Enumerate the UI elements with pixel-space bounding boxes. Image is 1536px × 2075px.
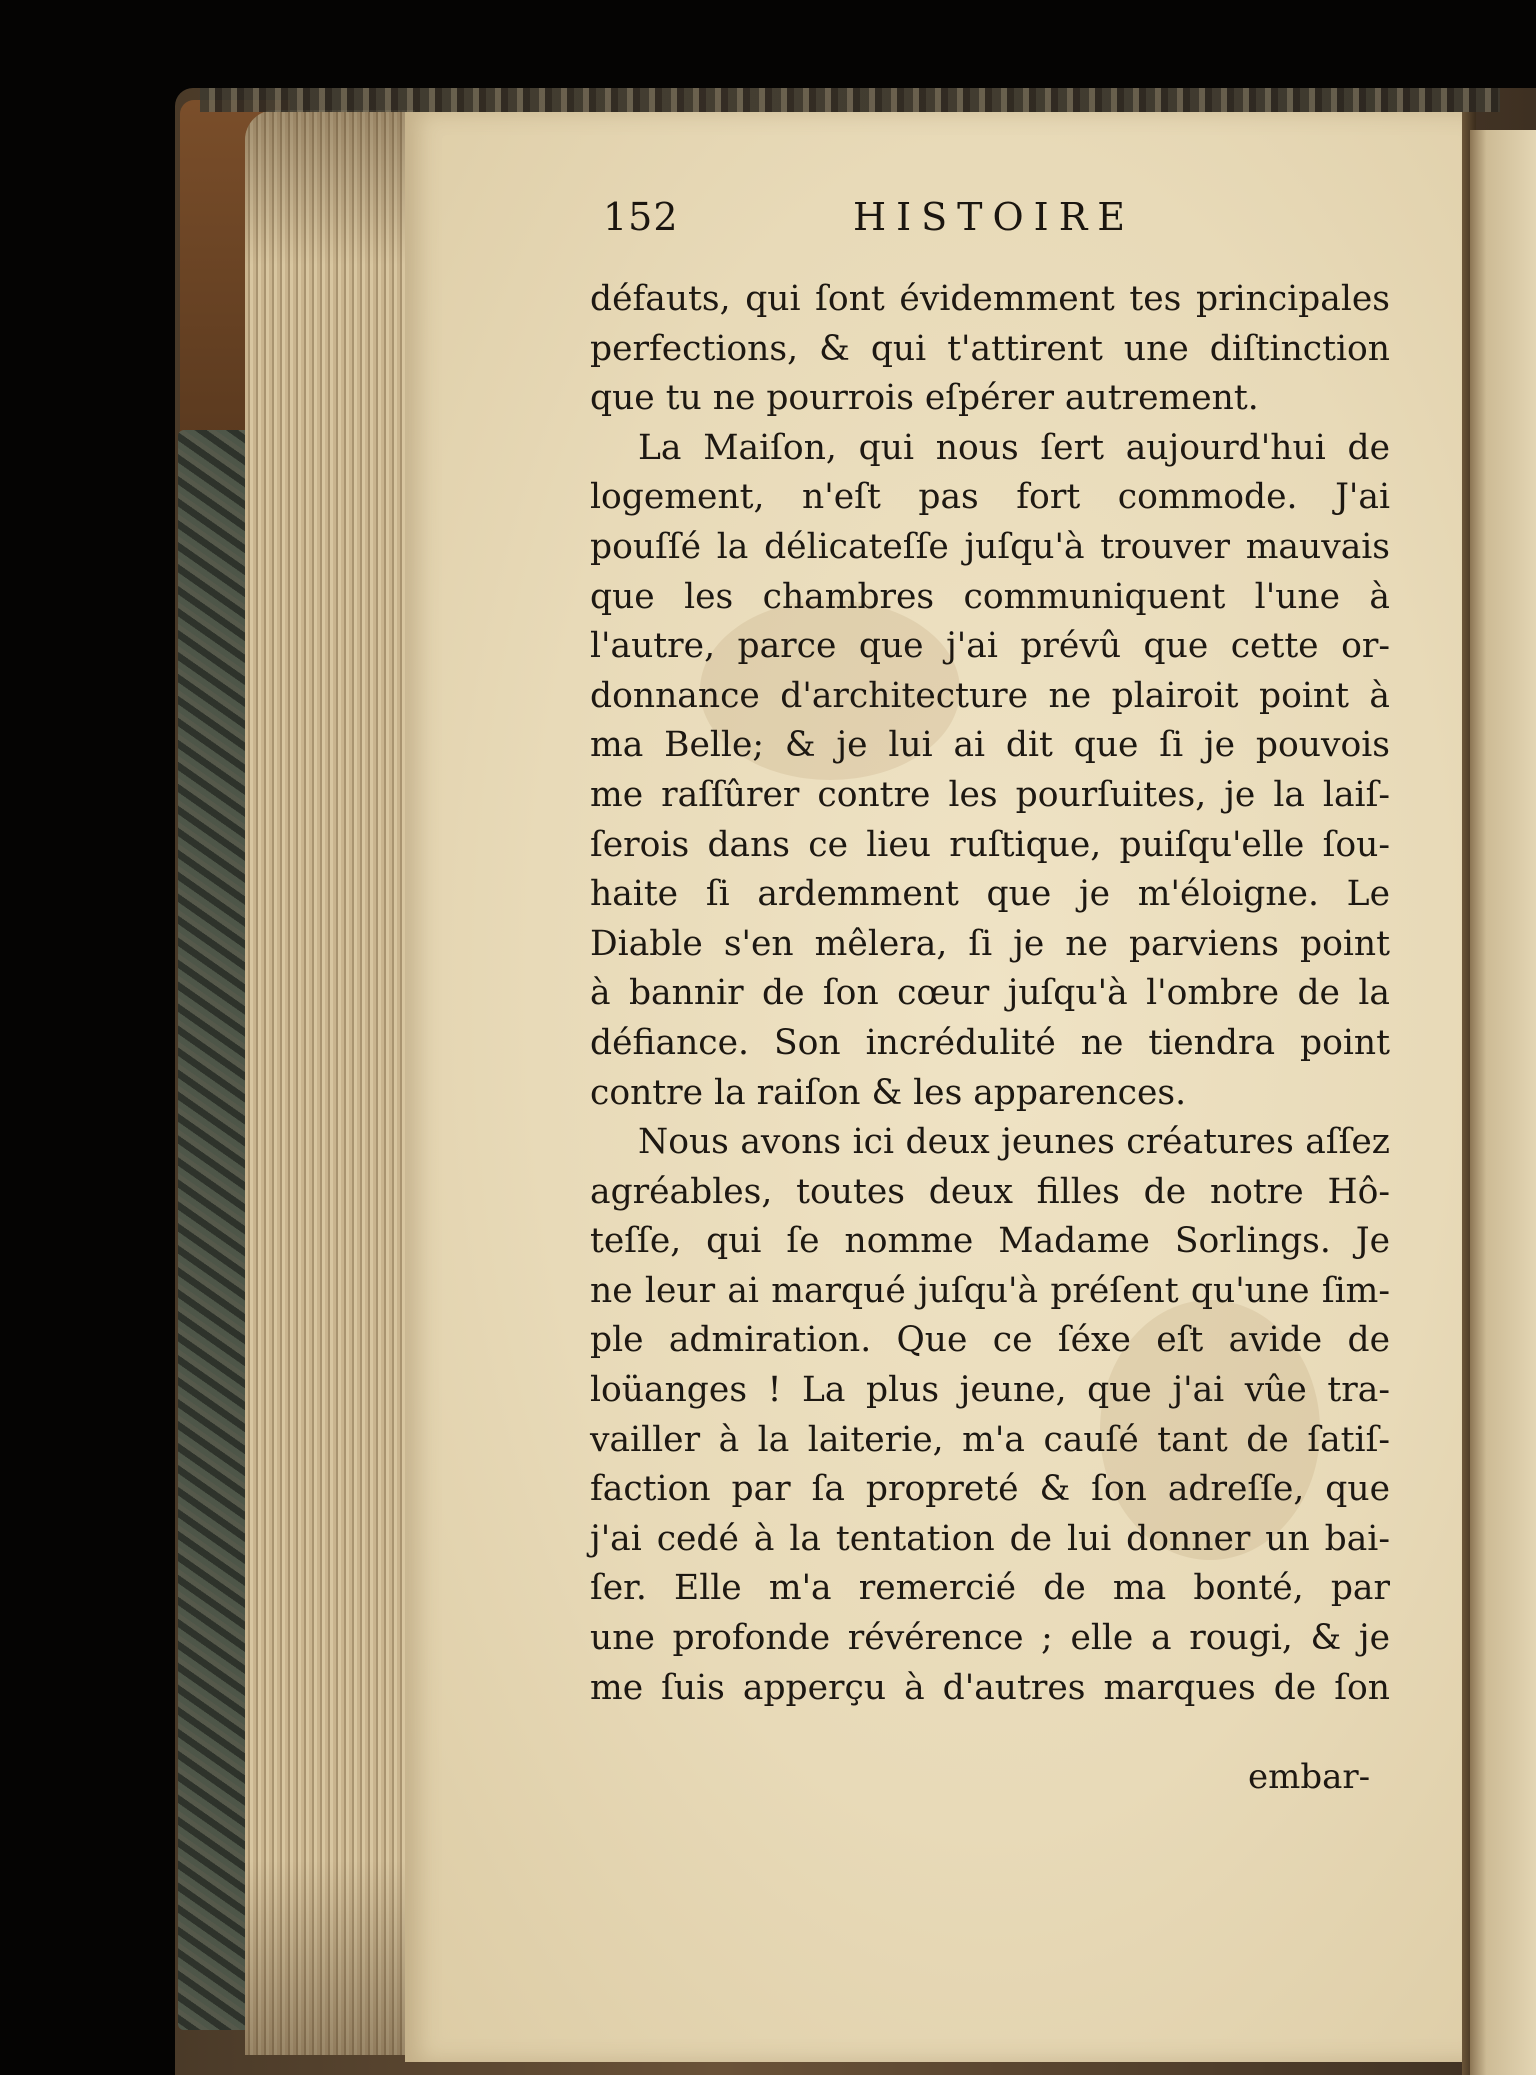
text-line: haite ſi ardemment que je m'éloigne. Le [590, 874, 1390, 915]
text-line: défauts, qui ſont évidemment tes principales [590, 279, 1390, 319]
text-line: que tu ne pourrois eſpérer autrement. [590, 378, 1259, 419]
text-line: me raſſûrer contre les pourſuites, je la laiſ- [590, 774, 1390, 815]
text-line: ſerois dans ce lieu ruſtique, puiſqu'elle ſou- [590, 824, 1390, 865]
text-line: que les chambres communiquent l'une à [590, 576, 1390, 617]
text-line: l'autre, parce que j'ai prévû que cette or- [590, 626, 1390, 667]
text-line: agréables, toutes deux filles de notre Hô- [590, 1171, 1390, 1212]
page-edges-shade [245, 110, 415, 2055]
text-line: La Maiſon, qui nous ſert aujourd'hui de [638, 427, 1390, 468]
text-line: loüanges ! La plus jeune, que j'ai vûe tra- [590, 1370, 1390, 1411]
catchword: embar- [1248, 1757, 1371, 1797]
text-line: pouſſé la délicateſſe juſqu'à trouver mauvais [590, 526, 1390, 567]
top-edge [200, 88, 1500, 112]
text-line: donnance d'architecture ne plairoit point à [590, 675, 1390, 716]
opposite-page [1470, 130, 1536, 2075]
text-line: Diable s'en mêlera, ſi je ne parviens point [590, 923, 1390, 964]
text-line: ne leur ai marqué juſqu'à préſent qu'une ſim- [590, 1270, 1390, 1311]
page-number: 152 [603, 195, 679, 239]
page-header [603, 195, 1383, 255]
text-line: teſſe, qui ſe nomme Madame Sorlings. Je [590, 1221, 1390, 1262]
text-line: à bannir de ſon cœur juſqu'à l'ombre de la [590, 973, 1390, 1014]
text-line: défiance. Son incrédulité ne tiendra point [590, 1022, 1390, 1063]
text-line: vailler à la laiterie, m'a cauſé tant de ſatiſ- [590, 1419, 1390, 1460]
text-line: me ſuis apperçu à d'autres marques de ſon [590, 1667, 1390, 1708]
text-line: perfections, & qui t'attirent une diſtinction [590, 328, 1390, 369]
body-text [590, 275, 1390, 1713]
text-line: ple admiration. Que ce ſéxe eſt avide de [590, 1320, 1390, 1361]
text-line: faction par ſa propreté & ſon adreſſe, que [590, 1469, 1390, 1510]
text-line: Nous avons ici deux jeunes créatures aſſez [638, 1122, 1390, 1163]
text-line: ſer. Elle m'a remercié de ma bonté, par [590, 1568, 1390, 1609]
text-line: logement, n'eſt pas fort commode. J'ai [590, 477, 1390, 518]
running-head: HISTOIRE [853, 195, 1136, 239]
text-line: ma Belle; & je lui ai dit que ſi je pouvois [590, 725, 1390, 766]
text-line: une profonde révérence ; elle a rougi, & je [590, 1618, 1390, 1659]
text-line: contre la raiſon & les apparences. [590, 1072, 1187, 1113]
text-line: j'ai cedé à la tentation de lui donner un bai- [590, 1518, 1390, 1559]
